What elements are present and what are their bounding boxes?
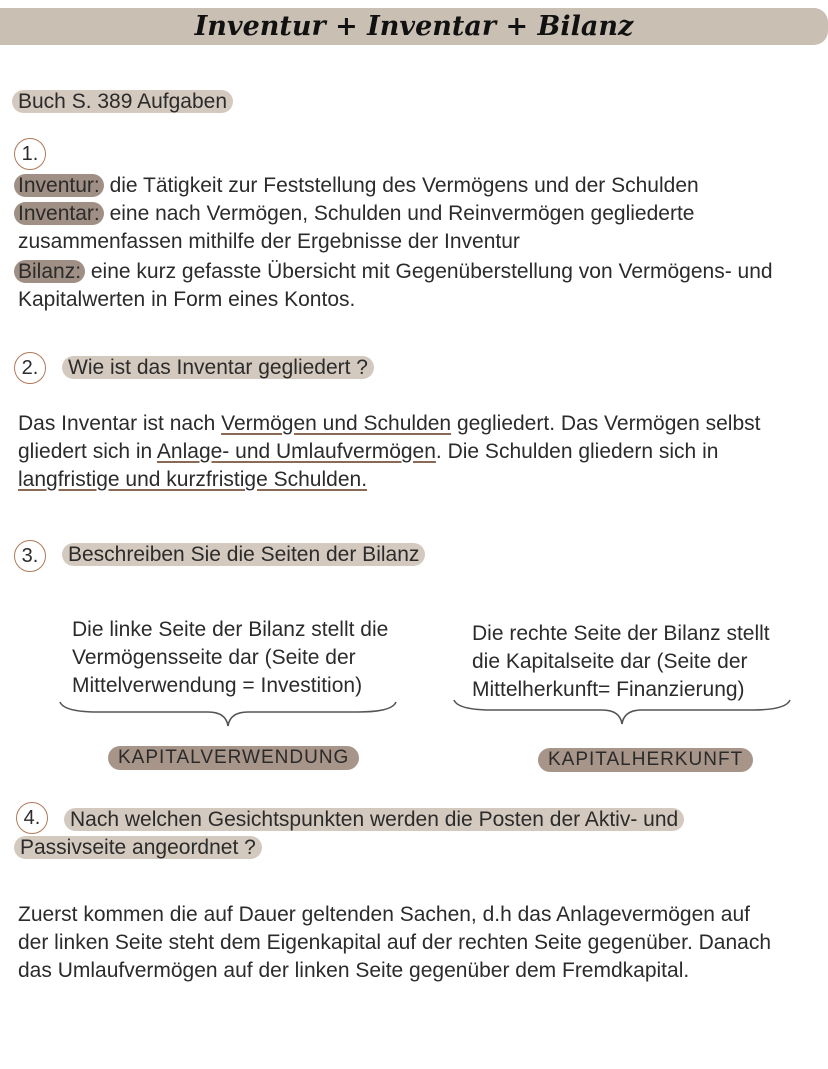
definition-inventar-line2: zusammenfassen mithilfe der Ergebnisse der Inventur — [18, 230, 520, 253]
tag-kapitalherkunft: KAPITALHERKUNFT — [538, 748, 753, 772]
tag-kapitalverwendung: KAPITALVERWENDUNG — [108, 746, 359, 770]
term-bilanz: Bilanz: — [14, 260, 85, 283]
left-side-line1: Die linke Seite der Bilanz stellt die — [72, 618, 389, 641]
term-inventur: Inventur: — [14, 174, 104, 197]
task-2-question-text: Wie ist das Inventar gegliedert ? — [62, 356, 374, 379]
left-side-line3: Mittelverwendung = Investition) — [72, 674, 363, 697]
left-side-line2: Vermögensseite dar (Seite der — [72, 646, 356, 669]
task-4-question-line2 — [14, 834, 262, 862]
task-4-answer-line2: der linken Seite steht dem Eigenkapital auf der rechten Seite gegenüber. Danach — [18, 931, 771, 954]
task-2-answer-line3 — [18, 466, 367, 494]
task-4-answer-line3: das Umlaufvermögen auf der linken Seite gegenüber dem Fremdkapital. — [18, 959, 690, 982]
task-2-answer-line2 — [18, 438, 718, 466]
task-1-number: 1. — [14, 138, 46, 170]
right-side-line3: Mittelherkunft= Finanzierung) — [472, 678, 745, 701]
answer-text: . Die Schulden gliedern sich in — [435, 440, 719, 463]
right-side-line1: Die rechte Seite der Bilanz stellt — [472, 622, 770, 645]
definition-bilanz-text: eine kurz gefasste Übersicht mit Gegenüberstellung von Vermögens- und — [90, 260, 773, 283]
answer-underlined: langfristige und kurzfristige Schulden. — [18, 468, 368, 491]
answer-underlined: Vermögen und Schulden — [221, 412, 452, 435]
answer-text: gliedert sich in — [18, 440, 157, 463]
task-4-question-line1 — [64, 806, 684, 834]
term-inventar: Inventar: — [14, 202, 104, 225]
right-side-line2: die Kapitalseite dar (Seite der — [472, 650, 748, 673]
definition-bilanz — [14, 258, 773, 286]
answer-text: gegliedert. Das Vermögen selbst — [451, 412, 761, 435]
task-2-number: 2. — [14, 352, 46, 384]
definition-bilanz-line2: Kapitalwerten in Form eines Kontos. — [18, 288, 356, 311]
answer-text: Das Inventar ist nach — [18, 412, 222, 435]
task-4-answer-line1: Zuerst kommen die auf Dauer geltenden Sachen, d.h das Anlagevermögen auf — [18, 903, 750, 926]
task-3-number: 3. — [14, 540, 46, 572]
book-reference-text: Buch S. 389 Aufgaben — [12, 90, 233, 113]
task-4-question-text: Nach welchen Gesichtspunkten werden die Posten der Aktiv- und — [64, 808, 684, 831]
task-2-question — [62, 354, 374, 382]
page-title: Inventur + Inventar + Bilanz — [194, 11, 634, 42]
book-reference — [12, 88, 233, 116]
definition-inventur — [14, 172, 699, 200]
task-4-number: 4. — [16, 802, 48, 834]
right-brace-icon — [452, 698, 792, 728]
definition-inventar-text: eine nach Vermögen, Schulden und Reinvermögen gegliederte — [109, 202, 695, 225]
task-3-question — [62, 541, 425, 569]
answer-underlined: Anlage- und Umlaufvermögen — [156, 440, 436, 463]
left-brace-icon — [58, 700, 398, 730]
definition-inventar — [14, 200, 694, 228]
task-2-answer-line1 — [18, 410, 760, 438]
definition-inventur-text: die Tätigkeit zur Feststellung des Vermögens und der Schulden — [109, 174, 699, 197]
task-3-question-text: Beschreiben Sie die Seiten der Bilanz — [62, 543, 425, 566]
task-4-question-text-2: Passivseite angeordnet ? — [14, 836, 262, 859]
